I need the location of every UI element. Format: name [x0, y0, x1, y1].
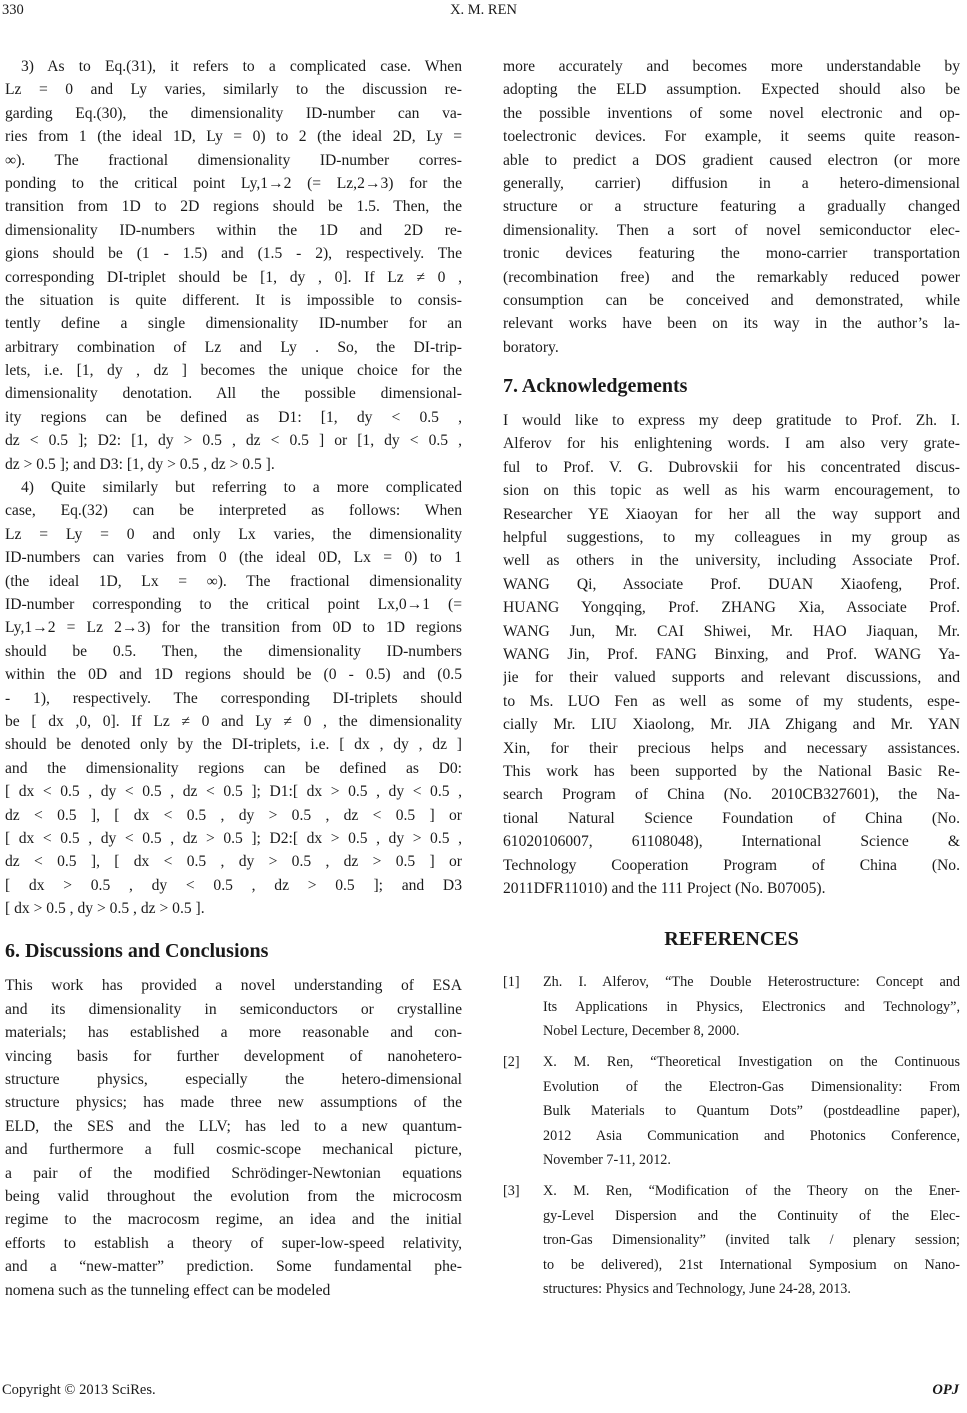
text-line: jie for their valued supports and relevant discussions, and [503, 669, 960, 687]
text-line: tently define a single dimensionality ID-number for an [5, 315, 462, 333]
text-line: able to predict a DOS gradient caused electron (or more [503, 151, 960, 169]
text-line: dimensionality ID-numbers within the 1D and 2D re- [5, 221, 462, 239]
text-line: dimensionality denotation. All the possible dimensional- [5, 385, 462, 403]
text-line: [ dx > 0.5 , dy < 0.5 , dz > 0.5 ]; and D3 [5, 876, 462, 894]
text-line: lets, i.e. [1, dy , dz ] becomes the unique choice for the [5, 362, 462, 380]
text-line: [ dx < 0.5 , dy < 0.5 , dz < 0.5 ]; D1:[ dx > 0.5 , dy < 0.5 , [5, 783, 462, 801]
text-line: corresponding DI-triplet should be [1, dy , 0]. If Lz ≠ 0 , [5, 268, 462, 286]
text-line: dz < 0.5 ], [ dx < 0.5 , dy > 0.5 , dz < 0.5 ] or [5, 806, 462, 824]
text-line: 4) Quite similarly but referring to a more complicated [21, 479, 462, 497]
reference-line: Evolution of the Electron-Gas Dimensionality: From [543, 1078, 960, 1095]
text-line: toelectronic devices. For example, it seems quite reason- [503, 128, 960, 146]
journal-abbreviation: OPJ [932, 1382, 959, 1398]
text-line: ELD, the SES and the LLV; has led to a new quantum- [5, 1117, 462, 1135]
text-line: dz > 0.5 ]; and D3: [1, dy > 0.5 , dz > 0.5 ]. [5, 455, 275, 473]
text-line: ponding to the critical point Ly,1→2 (= Lz,2→3) for the [5, 174, 462, 192]
text-line: consumption can be conceived and demonstrated, while [503, 291, 960, 309]
section-heading-acknowledgements: 7. Acknowledgements [503, 375, 688, 398]
text-line: sion on this topic as well as his warm encouragement, to [503, 482, 960, 500]
text-line: WANG Jun, Mr. CAI Shiwei, Mr. HAO Jiaquan, Mr. [503, 622, 960, 640]
text-line: gions should be (1 - 1.5) and (1.5 - 2), respectively. The [5, 245, 462, 263]
text-line: cially Mr. LIU Xiaolong, Mr. JIA Zhigang and Mr. YAN [503, 716, 960, 734]
text-line: nomena such as the tunneling effect can be modeled [5, 1281, 331, 1299]
text-line: and furthermore a full cosmic-scope mechanical picture, [5, 1141, 462, 1159]
text-line: case, Eq.(32) can be interpreted as follows: When [5, 502, 462, 520]
text-line: to Ms. LUO Fen as well as some of my students, espe- [503, 692, 960, 710]
text-line: search Program of China (No. 2010CB327601), the Na- [503, 786, 960, 804]
text-line: and its dimensionality in semiconductors or crystalline [5, 1000, 462, 1018]
reference-line: to be delivered), 21st International Symposium on Nano- [543, 1256, 960, 1273]
reference-line: X. M. Ren, “Modification of the Theory on the Ener- [543, 1183, 960, 1200]
reference-item [503, 1050, 960, 1173]
text-line: Lz = 0 and Ly varies, similarly to the discussion re- [5, 81, 462, 99]
text-line: ID-number corresponding to the critical point Lx,0→1 (= [5, 595, 462, 613]
section-body-discussions-continued [503, 55, 960, 359]
text-line: WANG Jin, Prof. FANG Binxing, and Prof. WANG Ya- [503, 645, 960, 663]
text-line: a pair of the modified Schrödinger-Newtonian equations [5, 1164, 462, 1182]
text-line: adopting the ELD assumption. Expected should also be [503, 81, 960, 99]
reference-line: gy-Level Dispersion and the Continuity of the Elec- [543, 1207, 960, 1224]
text-line: Lz = Ly = 0 and only Lx varies, the dimensionality [5, 525, 462, 543]
reference-item [503, 1179, 960, 1302]
reference-line: 2012 Asia Communication and Photonics Conference, [543, 1127, 960, 1144]
text-line: Ly,1→2 = Lz 2→3) for the transition from 0D to 1D regions [5, 619, 462, 637]
reference-body [543, 1050, 960, 1173]
text-line: 3) As to Eq.(31), it refers to a complicated case. When [21, 58, 462, 75]
text-line: [ dx > 0.5 , dy > 0.5 , dz > 0.5 ]. [5, 900, 205, 918]
text-line: efforts to establish a theory of super-low-speed relativity, [5, 1234, 462, 1252]
paragraph-item-3 [5, 55, 462, 476]
reference-body [543, 970, 960, 1044]
text-line: be [ dx ,0, 0]. If Lz ≠ 0 and Ly ≠ 0 , the dimensionality [5, 712, 462, 730]
text-line: should be denoted only by the DI-triplets, i.e. [ dx , dy , dz ] [5, 736, 462, 754]
text-line: - 1), respectively. The corresponding DI-triplets should [5, 689, 462, 707]
text-line: within the 0D and 1D regions should be (0 - 0.5) and (0.5 [5, 666, 462, 684]
text-line: well as others in the university, including Associate Prof. [503, 552, 960, 570]
reference-line: X. M. Ren, “Theoretical Investigation on the Continuous [543, 1054, 960, 1071]
text-line: materials; has established a more reasonable and con- [5, 1024, 462, 1042]
text-line: should be 0.5. Then, the dimensionality ID-numbers [5, 642, 462, 660]
copyright-notice: Copyright © 2013 SciRes. [2, 1382, 156, 1398]
text-line: dz < 0.5 ]; D2: [1, dy > 0.5 , dz < 0.5 ] or [1, dy < 0.5 , [5, 432, 462, 450]
reference-item [503, 970, 960, 1044]
reference-line: tron-Gas Dimensionality” (invited talk / plenary session; [543, 1232, 960, 1249]
reference-line: Nobel Lecture, December 8, 2000. [543, 1023, 740, 1040]
text-line: dz < 0.5 ], [ dx < 0.5 , dy > 0.5 , dz > 0.5 ] or [5, 853, 462, 871]
text-line: [ dx < 0.5 , dy < 0.5 , dz > 0.5 ]; D2:[ dx > 0.5 , dy > 0.5 , [5, 829, 462, 847]
text-line: Xin, for their precious helps and necessary assistances. [503, 739, 960, 757]
text-line: boratory. [503, 338, 559, 356]
reference-line: November 7-11, 2012. [543, 1152, 671, 1169]
text-line: and a “new-matter” prediction. Some fundamental phe- [5, 1258, 462, 1276]
text-line: structure or a structure featuring a gradually changed [503, 198, 960, 216]
section-heading-discussions: 6. Discussions and Conclusions [5, 940, 269, 963]
reference-number: [1] [503, 974, 520, 991]
references-heading: REFERENCES [664, 928, 799, 951]
text-line: (the ideal 1D, Lx = ∞). The fractional dimensionality [5, 572, 462, 590]
left-column [5, 55, 462, 1302]
text-line: 2011DFR11010) and the 111 Project (No. B07005). [503, 879, 826, 897]
right-column [503, 55, 960, 1308]
reference-line: structures: Physics and Technology, June 24-28, 2013. [543, 1281, 851, 1298]
text-line: garding Eq.(30), the dimensionality ID-number can va- [5, 104, 462, 122]
page-number: 330 [2, 2, 24, 18]
text-line: 61020106007, 61108048), International Science & [503, 833, 960, 851]
text-line: and the dimensionality regions can be defined as D0: [5, 759, 462, 777]
text-line: vincing basis for further development of nanohetero- [5, 1047, 462, 1065]
reference-number: [2] [503, 1054, 520, 1071]
text-line: structure physics, especially the hetero-dimensional [5, 1071, 462, 1089]
text-line: ful to Prof. V. G. Dubrovskii for his concentrated discus- [503, 458, 960, 476]
running-head: X. M. REN [450, 2, 517, 18]
text-line: arbitrary combination of Lz and Ly . So, the DI-trip- [5, 338, 462, 356]
text-line: This work has been supported by the National Basic Re- [503, 762, 960, 780]
text-line: This work has provided a novel understanding of ESA [5, 977, 462, 995]
text-line: ∞). The fractional dimensionality ID-number corres- [5, 151, 462, 169]
paragraph-item-4 [5, 476, 462, 920]
text-line: generally, carrier) diffusion in a hetero-dimensional [503, 174, 960, 192]
section-body-discussions [5, 974, 462, 1301]
text-line: Technology Cooperation Program of China (No. [503, 856, 960, 874]
text-line: Alferov for his enlightening words. I am also very grate- [503, 435, 960, 453]
text-line: tional Natural Science Foundation of China (No. [503, 809, 960, 827]
text-line: structure physics; has made three new assumptions of the [5, 1094, 462, 1112]
text-line: transition from 1D to 2D regions should be 1.5. Then, the [5, 198, 462, 216]
text-line: HUANG Yongqing, Prof. ZHANG Xia, Associate Prof. [503, 599, 960, 617]
text-line: regime to the macrocosm regime, an idea and the initial [5, 1211, 462, 1229]
reference-number: [3] [503, 1183, 520, 1200]
text-line: the possible inventions of some novel electronic and op- [503, 104, 960, 122]
text-line: more accurately and becomes more understandable by [503, 58, 960, 75]
reference-line: Zh. I. Alferov, “The Double Heterostructure: Concept and [543, 974, 960, 991]
text-line: being valid throughout the evolution from the microcosm [5, 1187, 462, 1205]
text-line: ries from 1 (the ideal 1D, Ly = 0) to 2 (the ideal 2D, Ly = [5, 128, 462, 146]
text-line: dimensionality. Then a sort of novel semiconductor elec- [503, 221, 960, 239]
text-line: helpful suggestions, to my colleagues in my group as [503, 529, 960, 547]
text-line: Researcher YE Xiaoyan for her all the way support and [503, 505, 960, 523]
reference-body [543, 1179, 960, 1302]
text-line: tronic devices featuring the mono-carrier transportation [503, 245, 960, 263]
text-line: the situation is quite different. It is impossible to consis- [5, 291, 462, 309]
text-line: (recombination free) and the remarkably reduced power [503, 268, 960, 286]
reference-line: Bulk Materials to Quantum Dots” (postdeadline paper), [543, 1103, 960, 1120]
text-line: I would like to express my deep gratitude to Prof. Zh. I. [503, 412, 960, 430]
text-line: WANG Qi, Associate Prof. DUAN Xiaofeng, Prof. [503, 575, 960, 593]
text-line: ity regions can be defined as D1: [1, dy < 0.5 , [5, 408, 462, 426]
text-line: ID-numbers can varies from 0 (the ideal 0D, Lx = 0) to 1 [5, 549, 462, 567]
text-line: relevant works have been on its way in the author’s la- [503, 315, 960, 333]
section-body-acknowledgements [503, 409, 960, 900]
reference-list [503, 970, 960, 1308]
reference-line: Its Applications in Physics, Electronics and Technology”, [543, 998, 960, 1015]
